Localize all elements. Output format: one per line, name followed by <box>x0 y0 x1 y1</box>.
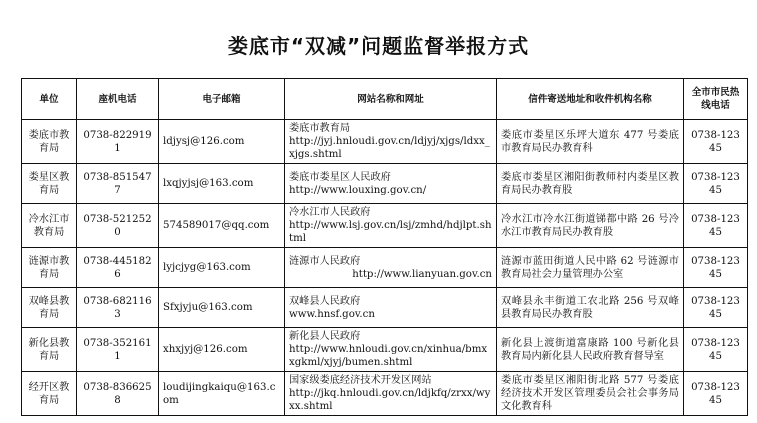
cell-email: ldjysj@126.com <box>159 120 285 164</box>
cell-email: loudijingkaiqu@163.com <box>159 372 285 416</box>
table-row <box>22 328 748 372</box>
cell-phone: 0738-6821163 <box>77 288 159 328</box>
table-row <box>22 164 748 204</box>
table-header-row <box>22 79 748 120</box>
cell-address: 涟源市蓝田街道人民中路 62 号涟源市教育局社会力量管理办公室 <box>497 248 684 288</box>
cell-email: lxqjyjsj@163.com <box>159 164 285 204</box>
header-unit: 单位 <box>22 79 77 120</box>
cell-phone: 0738-3521611 <box>77 328 159 372</box>
cell-site <box>285 328 497 372</box>
cell-phone: 0738-8366258 <box>77 372 159 416</box>
table-row <box>22 204 748 248</box>
cell-address: 娄底市娄星区湘阳街北路 577 号娄底经济技术开发区管理委员会社会事务局文化教育科 <box>497 372 684 416</box>
cell-address: 娄底市娄星区湘阳街教师村内娄星区教育局民办教育股 <box>497 164 684 204</box>
report-contacts-table <box>21 78 748 416</box>
cell-address: 娄底市娄星区乐坪大道东 477 号娄底市教育局民办教育科 <box>497 120 684 164</box>
cell-unit: 娄底市教育局 <box>22 120 77 164</box>
site-url[interactable]: http://jyj.hnloudi.gov.cn/ldjyj/xjgs/ldxx_xjgs.shtml <box>289 136 490 160</box>
header-site: 网站名称和网址 <box>285 79 497 120</box>
cell-unit: 新化县教育局 <box>22 328 77 372</box>
site-name: 娄底市教育局 <box>289 123 351 134</box>
page-title: 娄底市“双减”问题监督举报方式 <box>227 34 530 58</box>
cell-phone: 0738-8515477 <box>77 164 159 204</box>
header-address: 信件寄送地址和收件机构名称 <box>497 79 684 120</box>
cell-unit: 经开区教育局 <box>22 372 77 416</box>
site-name: 娄底市娄星区人民政府 <box>289 171 391 183</box>
site-url[interactable]: http://www.lianyuan.gov.cn <box>352 268 492 280</box>
site-name: 冷水江市人民政府 <box>289 207 371 218</box>
cell-hotline: 0738-12345 <box>684 120 748 164</box>
site-url[interactable]: www.hnsf.gov.cn <box>289 308 375 320</box>
cell-hotline: 0738-12345 <box>684 372 748 416</box>
cell-email: 574589017@qq.com <box>159 204 285 248</box>
header-phone: 座机电话 <box>77 79 159 120</box>
cell-email: lyjcjyg@163.com <box>159 248 285 288</box>
cell-phone: 0738-8229191 <box>77 120 159 164</box>
cell-address: 双峰县永丰街道工农北路 256 号双峰县教育局民办教育股 <box>497 288 684 328</box>
cell-hotline: 0738-12345 <box>684 288 748 328</box>
site-name: 国家级娄底经济技术开发区网站 <box>289 375 432 386</box>
cell-site <box>285 248 497 288</box>
site-name: 涟源市人民政府 <box>289 255 361 267</box>
cell-hotline: 0738-12345 <box>684 204 748 248</box>
header-email: 电子邮箱 <box>159 79 285 120</box>
cell-site <box>285 288 497 328</box>
site-url[interactable]: http://www.lsj.gov.cn/lsj/zmhd/hdjlpt.shtml <box>289 220 492 244</box>
cell-hotline: 0738-12345 <box>684 248 748 288</box>
table-row <box>22 372 748 416</box>
cell-site <box>285 164 497 204</box>
table-row <box>22 288 748 328</box>
cell-site <box>285 204 497 248</box>
site-url[interactable]: http://www.hnloudi.gov.cn/xinhua/bmxxgkml/xjyj/bumen.shtml <box>289 344 488 368</box>
cell-unit: 涟源市教育局 <box>22 248 77 288</box>
cell-unit: 双峰县教育局 <box>22 288 77 328</box>
table-row <box>22 120 748 164</box>
cell-email: Sfxjyju@163.com <box>159 288 285 328</box>
cell-phone: 0738-5212520 <box>77 204 159 248</box>
cell-address: 新化县上渡街道富康路 100 号新化县教育局内新化县人民政府教育督导室 <box>497 328 684 372</box>
cell-phone: 0738-4451826 <box>77 248 159 288</box>
cell-site <box>285 120 497 164</box>
cell-address: 冷水江市冷水江街道锑都中路 26 号冷水江市教育局民办教育股 <box>497 204 684 248</box>
cell-unit: 冷水江市教育局 <box>22 204 77 248</box>
table-row <box>22 248 748 288</box>
header-hotline: 全市市民热线电话 <box>684 79 748 120</box>
site-url[interactable]: http://www.louxing.gov.cn/ <box>289 184 427 196</box>
cell-hotline: 0738-12345 <box>684 328 748 372</box>
cell-unit: 娄星区教育局 <box>22 164 77 204</box>
site-url[interactable]: http://jkq.hnloudi.gov.cn/ldjkfq/zrxx/wyxx.shtml <box>289 388 491 412</box>
site-name: 新化县人民政府 <box>289 331 361 342</box>
site-name: 双峰县人民政府 <box>289 295 361 307</box>
cell-hotline: 0738-12345 <box>684 164 748 204</box>
cell-site <box>285 372 497 416</box>
cell-email: xhxjyj@126.com <box>159 328 285 372</box>
